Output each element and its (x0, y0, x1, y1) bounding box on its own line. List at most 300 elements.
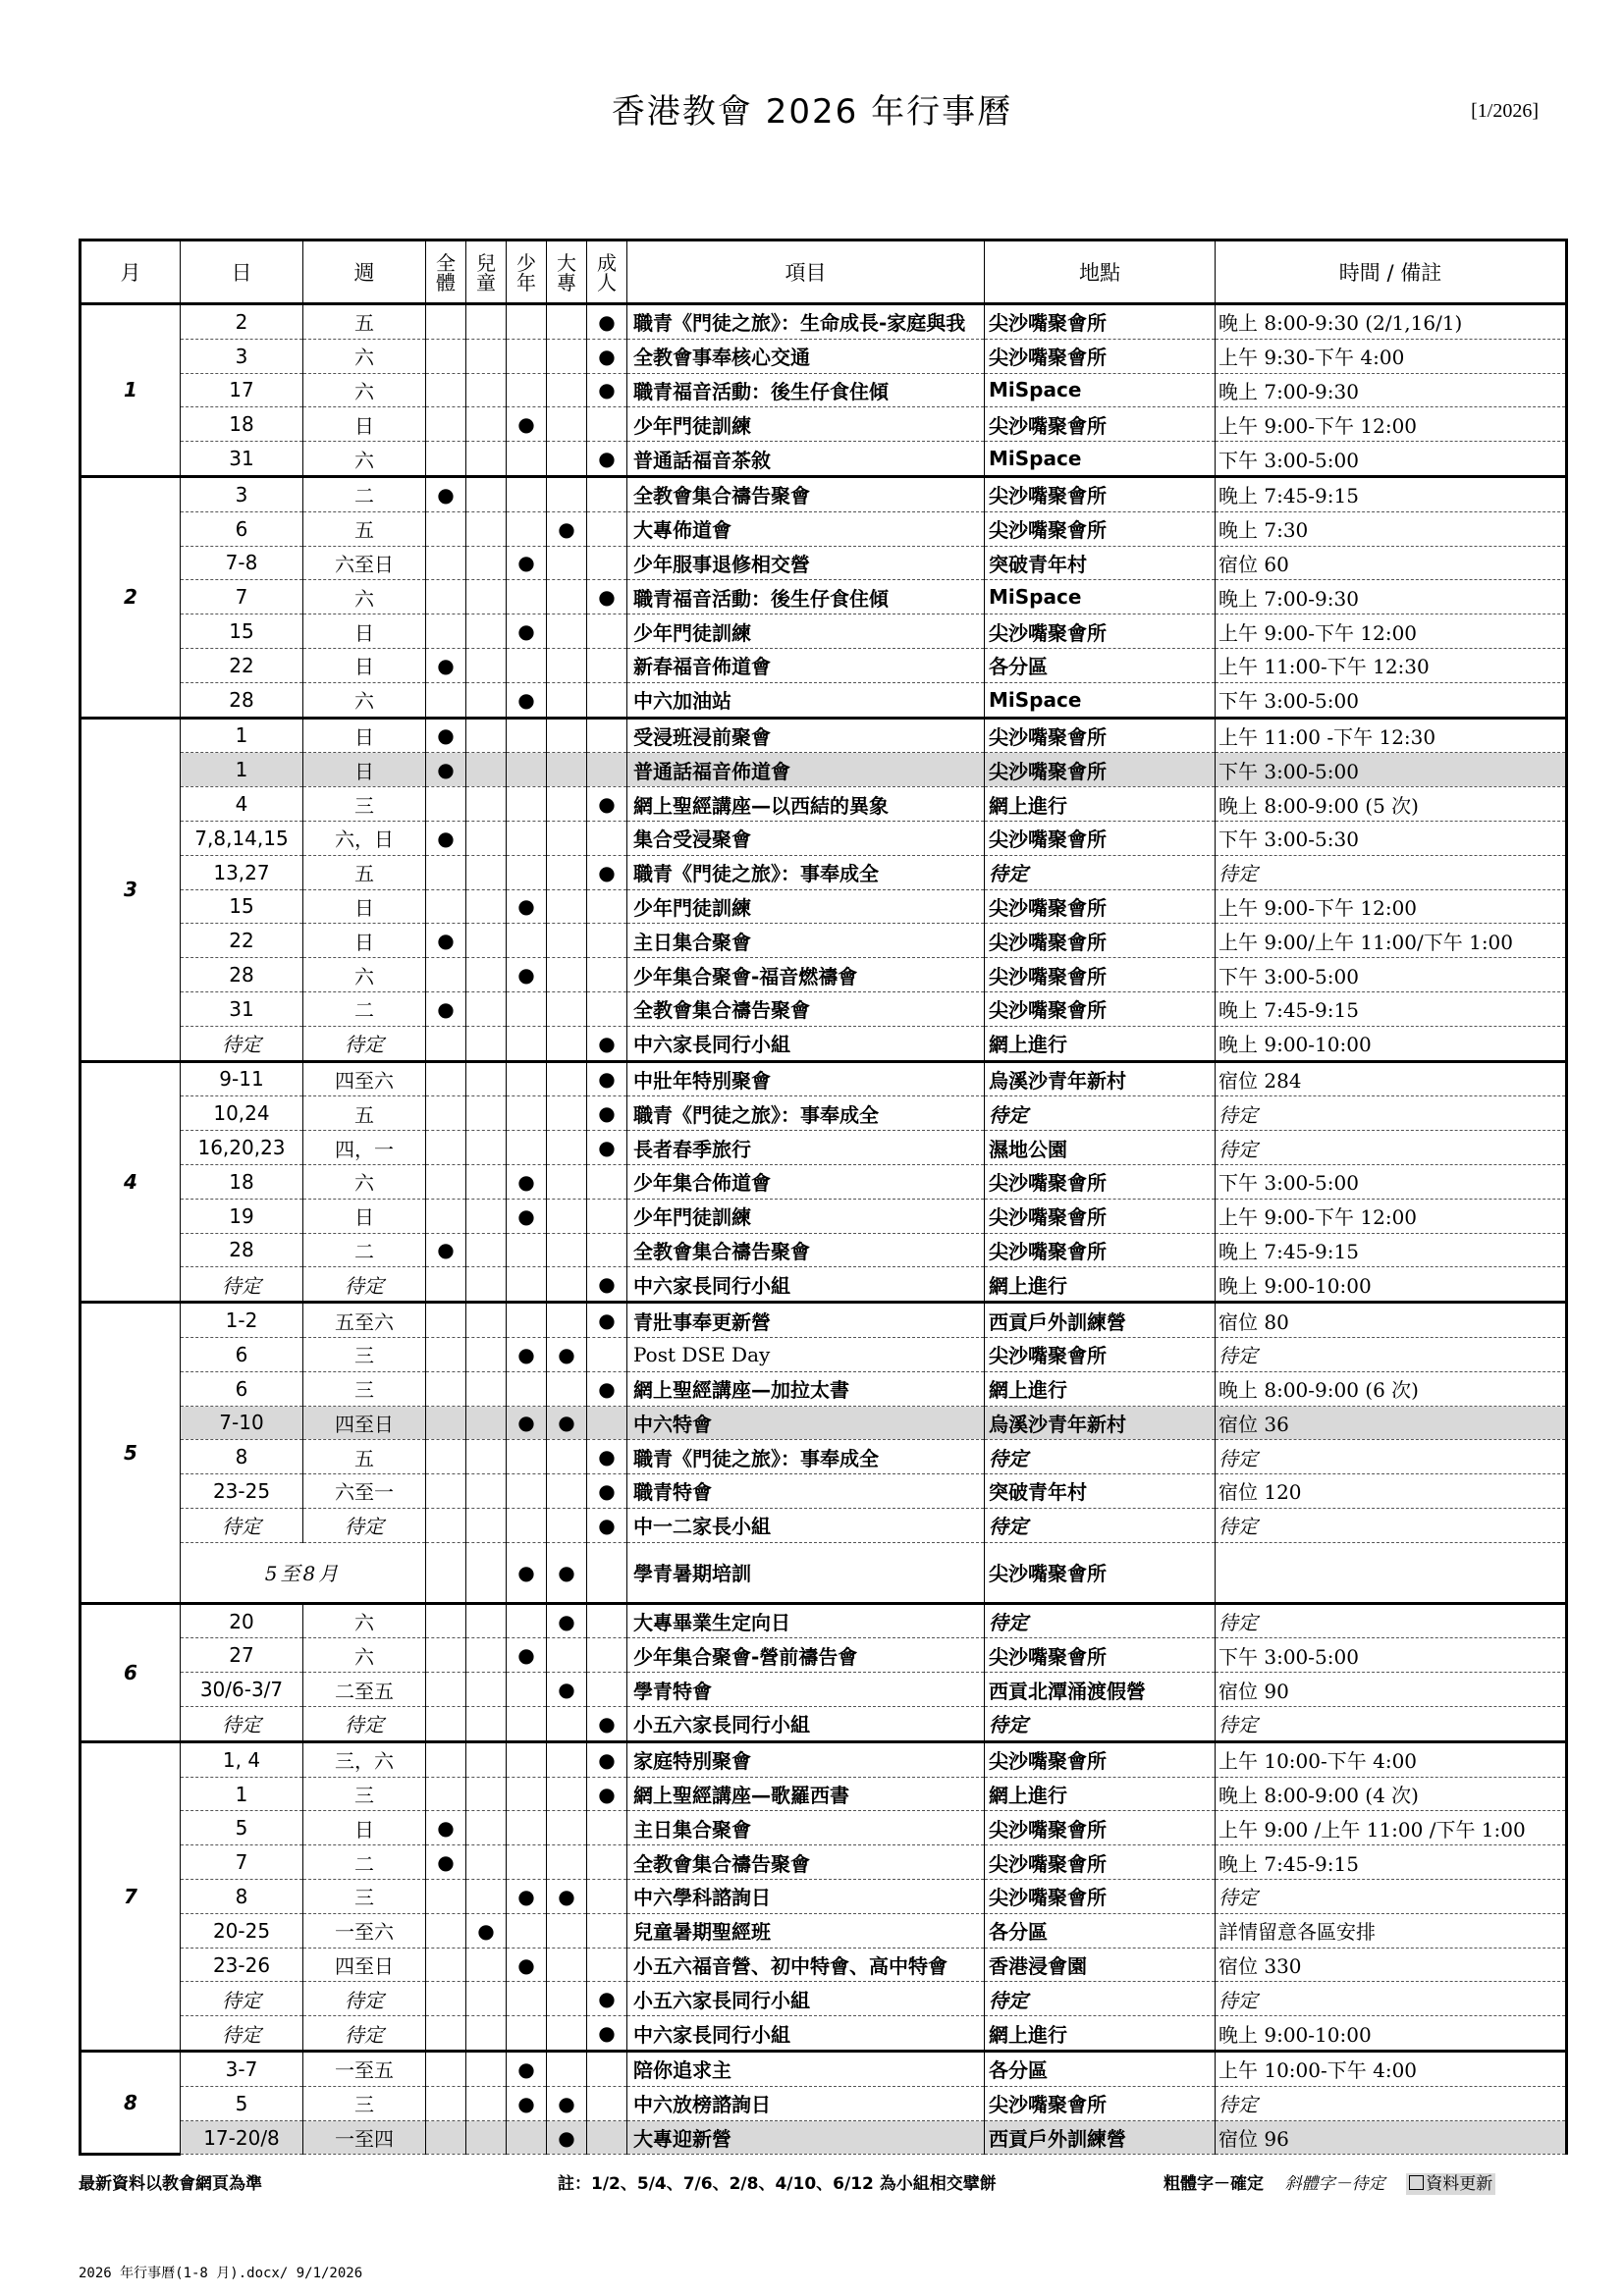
weekday-cell: 二至五 (303, 1673, 426, 1707)
dot-all (426, 339, 466, 373)
dot-youth (507, 1233, 547, 1267)
footer-note-left: 最新資料以教會網頁為準 (79, 2174, 262, 2194)
dot-children (466, 1267, 507, 1303)
file-name: 2026 年行事曆(1-8 月).docx/ 9/1/2026 (79, 2266, 363, 2281)
time-cell: 上午 9:00/上午 11:00/下午 1:00 (1216, 924, 1567, 958)
dot-all: ● (426, 476, 466, 511)
event-row (81, 546, 1567, 580)
place-cell: 待定 (985, 1707, 1216, 1742)
dot-adult: ● (587, 1061, 627, 1096)
dot-college (547, 1777, 587, 1811)
date-cell: 16,20,23 (181, 1131, 303, 1165)
place-cell: MiSpace (985, 373, 1216, 407)
item-cell: 少年集合聚會-營前禱告會 (627, 1638, 985, 1673)
item-cell: 中六家長同行小組 (627, 1026, 985, 1061)
event-row (81, 1673, 1567, 1707)
dot-adult: ● (587, 580, 627, 614)
place-cell: 各分區 (985, 648, 1216, 682)
dot-children (466, 787, 507, 822)
dot-college (547, 1096, 587, 1131)
event-row (81, 821, 1567, 855)
time-cell: 待定 (1216, 1982, 1567, 2016)
dot-college (547, 1440, 587, 1474)
place-cell: 尖沙嘴聚會所 (985, 2086, 1216, 2120)
dot-all (426, 787, 466, 822)
dot-youth (507, 1026, 547, 1061)
month-label: 8 (81, 2052, 181, 2155)
item-cell: 中六學科諮詢日 (627, 1880, 985, 1914)
event-row (81, 442, 1567, 477)
dot-children (466, 1982, 507, 2016)
dot-children (466, 1845, 507, 1880)
dot-adult: ● (587, 2016, 627, 2052)
dot-youth (507, 991, 547, 1026)
weekday-cell: 二 (303, 476, 426, 511)
time-cell: 上午 9:00-下午 12:00 (1216, 889, 1567, 924)
dot-all (426, 1638, 466, 1673)
time-cell: 下午 3:00-5:00 (1216, 1638, 1567, 1673)
dot-youth (507, 2016, 547, 2052)
date-cell: 6 (181, 511, 303, 546)
dot-college: ● (547, 2086, 587, 2120)
event-row (81, 476, 1567, 511)
item-cell: 主日集合聚會 (627, 1811, 985, 1845)
item-cell: 中一二家長小組 (627, 1508, 985, 1542)
dot-college (547, 1164, 587, 1199)
place-cell: 尖沙嘴聚會所 (985, 1638, 1216, 1673)
time-cell: 晚上 7:30 (1216, 511, 1567, 546)
place-cell: 尖沙嘴聚會所 (985, 753, 1216, 787)
place-cell: 尖沙嘴聚會所 (985, 718, 1216, 753)
item-cell: 中六特會 (627, 1406, 985, 1440)
event-row (81, 1026, 1567, 1061)
dot-adult (587, 821, 627, 855)
dot-youth (507, 580, 547, 614)
dot-children (466, 511, 507, 546)
legend-bold: 粗體字－確定 (1164, 2174, 1264, 2194)
weekday-cell: 一至五 (303, 2052, 426, 2087)
dot-all: ● (426, 1845, 466, 1880)
date-cell: 13,27 (181, 855, 303, 889)
item-cell: 陪你追求主 (627, 2052, 985, 2087)
weekday-cell: 待定 (303, 1707, 426, 1742)
dot-youth: ● (507, 2086, 547, 2120)
dot-all (426, 1303, 466, 1338)
dot-college (547, 1741, 587, 1777)
date-cell: 7 (181, 1845, 303, 1880)
dot-adult (587, 648, 627, 682)
dot-youth (507, 1673, 547, 1707)
event-row (81, 1199, 1567, 1233)
dot-all: ● (426, 718, 466, 753)
item-cell: 普通話福音茶敘 (627, 442, 985, 477)
dot-youth: ● (507, 958, 547, 992)
legend-update: 資料更新 (1406, 2173, 1495, 2195)
dot-youth: ● (507, 407, 547, 442)
event-row (81, 682, 1567, 718)
dot-youth: ● (507, 614, 547, 649)
date-cell: 8 (181, 1440, 303, 1474)
dot-adult: ● (587, 1777, 627, 1811)
dot-children (466, 304, 507, 340)
event-row (81, 855, 1567, 889)
dot-youth: ● (507, 2052, 547, 2087)
item-cell: 少年集合佈道會 (627, 1164, 985, 1199)
date-cell: 2 (181, 304, 303, 340)
item-cell: 網上聖經講座—歌羅西書 (627, 1777, 985, 1811)
month-label: 5 (81, 1303, 181, 1604)
month-label: 4 (81, 1061, 181, 1303)
event-row (81, 1371, 1567, 1406)
item-cell: 全教會集合禱告聚會 (627, 1845, 985, 1880)
weekday-cell: 六至一 (303, 1474, 426, 1509)
dot-youth (507, 1474, 547, 1509)
dot-all (426, 2052, 466, 2087)
item-cell: 全教會事奉核心交通 (627, 339, 985, 373)
item-cell: 網上聖經講座—以西結的異象 (627, 787, 985, 822)
dot-adult (587, 718, 627, 753)
dot-youth (507, 511, 547, 546)
dot-college (547, 1508, 587, 1542)
dot-college (547, 1026, 587, 1061)
time-cell: 晚上 7:45-9:15 (1216, 991, 1567, 1026)
event-row (81, 1406, 1567, 1440)
dot-adult: ● (587, 1267, 627, 1303)
dot-children (466, 1026, 507, 1061)
place-cell: 尖沙嘴聚會所 (985, 1811, 1216, 1845)
dot-youth (507, 1131, 547, 1165)
weekday-cell: 六 (303, 682, 426, 718)
event-row (81, 1267, 1567, 1303)
dot-college: ● (547, 1406, 587, 1440)
date-cell: 23-26 (181, 1948, 303, 1982)
place-cell: 尖沙嘴聚會所 (985, 1542, 1216, 1603)
event-row (81, 1337, 1567, 1371)
time-cell: 上午 9:00-下午 12:00 (1216, 407, 1567, 442)
weekday-cell: 六 (303, 1603, 426, 1638)
dot-college (547, 787, 587, 822)
dot-youth (507, 1303, 547, 1338)
time-cell: 晚上 7:00-9:30 (1216, 373, 1567, 407)
date-cell: 17-20/8 (181, 2120, 303, 2155)
dot-adult (587, 407, 627, 442)
dot-all (426, 1096, 466, 1131)
dot-all (426, 1603, 466, 1638)
date-cell: 待定 (181, 2016, 303, 2052)
item-cell: 學青特會 (627, 1673, 985, 1707)
dot-adult (587, 1638, 627, 1673)
event-row (81, 924, 1567, 958)
time-cell: 宿位 96 (1216, 2120, 1567, 2155)
place-cell: 待定 (985, 1603, 1216, 1638)
time-cell: 宿位 36 (1216, 1406, 1567, 1440)
dot-all (426, 304, 466, 340)
dot-all (426, 1982, 466, 2016)
weekday-cell: 日 (303, 614, 426, 649)
place-cell: 突破青年村 (985, 546, 1216, 580)
date-cell: 28 (181, 1233, 303, 1267)
dot-all (426, 546, 466, 580)
legend-italic: 斜體字－待定 (1284, 2174, 1385, 2194)
dot-all (426, 614, 466, 649)
weekday-cell: 五 (303, 304, 426, 340)
item-cell: 主日集合聚會 (627, 924, 985, 958)
place-cell: MiSpace (985, 682, 1216, 718)
dot-adult: ● (587, 304, 627, 340)
dot-college (547, 304, 587, 340)
dot-all (426, 1406, 466, 1440)
col-youth: 少 年 (507, 240, 547, 304)
date-cell: 19 (181, 1199, 303, 1233)
dot-all: ● (426, 821, 466, 855)
item-cell: 中六放榜諮詢日 (627, 2086, 985, 2120)
dot-children (466, 1440, 507, 1474)
item-cell: 職青福音活動：後生仔食住傾 (627, 580, 985, 614)
item-cell: 職青《門徒之旅》：事奉成全 (627, 1096, 985, 1131)
weekday-cell: 日 (303, 1199, 426, 1233)
dot-youth: ● (507, 1948, 547, 1982)
dot-adult: ● (587, 1741, 627, 1777)
dot-college (547, 924, 587, 958)
dot-youth (507, 1061, 547, 1096)
weekday-cell: 待定 (303, 2016, 426, 2052)
dot-college (547, 580, 587, 614)
weekday-cell: 三 (303, 1371, 426, 1406)
dot-adult: ● (587, 1982, 627, 2016)
item-cell: 全教會集合禱告聚會 (627, 991, 985, 1026)
dot-adult: ● (587, 339, 627, 373)
page-title: 香港教會 2026 年行事曆 (611, 92, 1013, 132)
dot-children (466, 1371, 507, 1406)
date-cell: 7-10 (181, 1406, 303, 1440)
date-cell: 18 (181, 1164, 303, 1199)
dot-all (426, 1741, 466, 1777)
dot-all (426, 407, 466, 442)
time-cell: 下午 3:00-5:00 (1216, 958, 1567, 992)
time-cell: 宿位 284 (1216, 1061, 1567, 1096)
place-cell: 尖沙嘴聚會所 (985, 889, 1216, 924)
time-cell: 下午 3:00-5:30 (1216, 821, 1567, 855)
event-row (81, 1474, 1567, 1509)
dot-children (466, 614, 507, 649)
col-item: 項目 (627, 240, 985, 304)
dot-college (547, 476, 587, 511)
dot-children (466, 407, 507, 442)
dot-college (547, 2052, 587, 2087)
dot-college: ● (547, 1337, 587, 1371)
weekday-cell: 待定 (303, 1508, 426, 1542)
dot-youth (507, 1096, 547, 1131)
dot-children (466, 1542, 507, 1603)
dot-college (547, 889, 587, 924)
dot-adult (587, 753, 627, 787)
weekday-cell: 三，六 (303, 1741, 426, 1777)
item-cell: 集合受浸聚會 (627, 821, 985, 855)
dot-youth (507, 1267, 547, 1303)
place-cell: 尖沙嘴聚會所 (985, 1164, 1216, 1199)
weekday-cell: 日 (303, 889, 426, 924)
time-cell: 上午 9:00-下午 12:00 (1216, 1199, 1567, 1233)
dot-youth (507, 476, 547, 511)
place-cell: 尖沙嘴聚會所 (985, 1199, 1216, 1233)
event-row (81, 1982, 1567, 2016)
date-cell: 23-25 (181, 1474, 303, 1509)
dot-college (547, 1267, 587, 1303)
place-cell: 尖沙嘴聚會所 (985, 821, 1216, 855)
month-label: 6 (81, 1603, 181, 1741)
dot-all (426, 2120, 466, 2155)
weekday-cell: 六 (303, 442, 426, 477)
event-row (81, 373, 1567, 407)
dot-all: ● (426, 648, 466, 682)
item-cell: 兒童暑期聖經班 (627, 1913, 985, 1948)
date-cell: 10,24 (181, 1096, 303, 1131)
dot-adult: ● (587, 442, 627, 477)
dot-college (547, 1371, 587, 1406)
time-cell: 晚上 9:00-10:00 (1216, 1267, 1567, 1303)
item-cell: 少年服事退修相交營 (627, 546, 985, 580)
place-cell: 尖沙嘴聚會所 (985, 304, 1216, 340)
date-range-cell: 5至8月 (181, 1542, 426, 1603)
place-cell: 烏溪沙青年新村 (985, 1406, 1216, 1440)
weekday-cell: 三 (303, 1337, 426, 1371)
event-row (81, 1508, 1567, 1542)
date-cell: 3 (181, 339, 303, 373)
place-cell: 網上進行 (985, 1777, 1216, 1811)
time-cell: 待定 (1216, 1337, 1567, 1371)
dot-youth: ● (507, 1406, 547, 1440)
event-row (81, 304, 1567, 340)
dot-children (466, 373, 507, 407)
dot-youth (507, 1603, 547, 1638)
dot-adult (587, 1164, 627, 1199)
time-cell: 上午 11:00-下午 12:30 (1216, 648, 1567, 682)
dot-all: ● (426, 1233, 466, 1267)
weekday-cell: 二 (303, 991, 426, 1026)
dot-children (466, 2016, 507, 2052)
place-cell: 尖沙嘴聚會所 (985, 991, 1216, 1026)
dot-children (466, 1233, 507, 1267)
dot-adult (587, 924, 627, 958)
event-row (81, 1603, 1567, 1638)
weekday-cell: 日 (303, 753, 426, 787)
dot-children (466, 753, 507, 787)
date-cell: 5 (181, 1811, 303, 1845)
dot-children (466, 924, 507, 958)
dot-youth (507, 2120, 547, 2155)
weekday-cell: 五至六 (303, 1303, 426, 1338)
dot-all (426, 1474, 466, 1509)
dot-all (426, 2086, 466, 2120)
dot-college: ● (547, 1542, 587, 1603)
date-cell: 31 (181, 991, 303, 1026)
dot-children (466, 1673, 507, 1707)
page-reference: [1/2026] (1471, 100, 1539, 122)
date-cell: 27 (181, 1638, 303, 1673)
dot-youth (507, 339, 547, 373)
dot-college (547, 855, 587, 889)
dot-all: ● (426, 1811, 466, 1845)
footer-note-breadbreaking: 註：1/2、5/4、7/6、2/8、4/10、6/12 為小組相交擘餅 (558, 2174, 997, 2194)
dot-all (426, 1337, 466, 1371)
dot-adult (587, 1542, 627, 1603)
dot-adult: ● (587, 1096, 627, 1131)
dot-adult (587, 2086, 627, 2120)
item-cell: 職青《門徒之旅》：生命成長-家庭與我 (627, 304, 985, 340)
place-cell: 尖沙嘴聚會所 (985, 1845, 1216, 1880)
time-cell: 待定 (1216, 1508, 1567, 1542)
col-college: 大 專 (547, 240, 587, 304)
item-cell: 全教會集合禱告聚會 (627, 1233, 985, 1267)
month-label: 7 (81, 1741, 181, 2051)
dot-youth (507, 1741, 547, 1777)
date-cell: 待定 (181, 1982, 303, 2016)
place-cell: 香港浸會園 (985, 1948, 1216, 1982)
dot-children (466, 1603, 507, 1638)
date-cell: 待定 (181, 1508, 303, 1542)
dot-college (547, 407, 587, 442)
date-cell: 22 (181, 648, 303, 682)
month-label: 1 (81, 304, 181, 477)
date-cell: 4 (181, 787, 303, 822)
dot-adult (587, 1673, 627, 1707)
dot-adult (587, 511, 627, 546)
date-cell: 1 (181, 753, 303, 787)
dot-children (466, 958, 507, 992)
dot-all (426, 373, 466, 407)
event-row (81, 1811, 1567, 1845)
dot-all (426, 1199, 466, 1233)
col-date: 日 (181, 240, 303, 304)
date-cell: 5 (181, 2086, 303, 2120)
dot-youth: ● (507, 1164, 547, 1199)
event-row (81, 1131, 1567, 1165)
dot-all (426, 1777, 466, 1811)
dot-youth: ● (507, 682, 547, 718)
month-label: 2 (81, 476, 181, 718)
dot-children (466, 580, 507, 614)
dot-college (547, 1707, 587, 1742)
weekday-cell: 二 (303, 1845, 426, 1880)
date-cell: 20-25 (181, 1913, 303, 1948)
place-cell: MiSpace (985, 442, 1216, 477)
dot-adult: ● (587, 787, 627, 822)
place-cell: 各分區 (985, 1913, 1216, 1948)
date-cell: 7,8,14,15 (181, 821, 303, 855)
dot-college (547, 1811, 587, 1845)
dot-children (466, 2086, 507, 2120)
dot-all (426, 1440, 466, 1474)
dot-all (426, 1131, 466, 1165)
dot-children (466, 546, 507, 580)
dot-college (547, 718, 587, 753)
item-cell: 小五六家長同行小組 (627, 1982, 985, 2016)
event-row (81, 1913, 1567, 1948)
weekday-cell: 一至四 (303, 2120, 426, 2155)
dot-college (547, 546, 587, 580)
dot-all (426, 1913, 466, 1948)
dot-all (426, 1164, 466, 1199)
dot-children (466, 1474, 507, 1509)
time-cell: 詳情留意各區安排 (1216, 1913, 1567, 1948)
weekday-cell: 四至日 (303, 1406, 426, 1440)
time-cell: 待定 (1216, 1131, 1567, 1165)
dot-adult: ● (587, 1026, 627, 1061)
time-cell (1216, 1542, 1567, 1603)
time-cell: 待定 (1216, 855, 1567, 889)
date-cell: 3-7 (181, 2052, 303, 2087)
weekday-cell: 日 (303, 648, 426, 682)
